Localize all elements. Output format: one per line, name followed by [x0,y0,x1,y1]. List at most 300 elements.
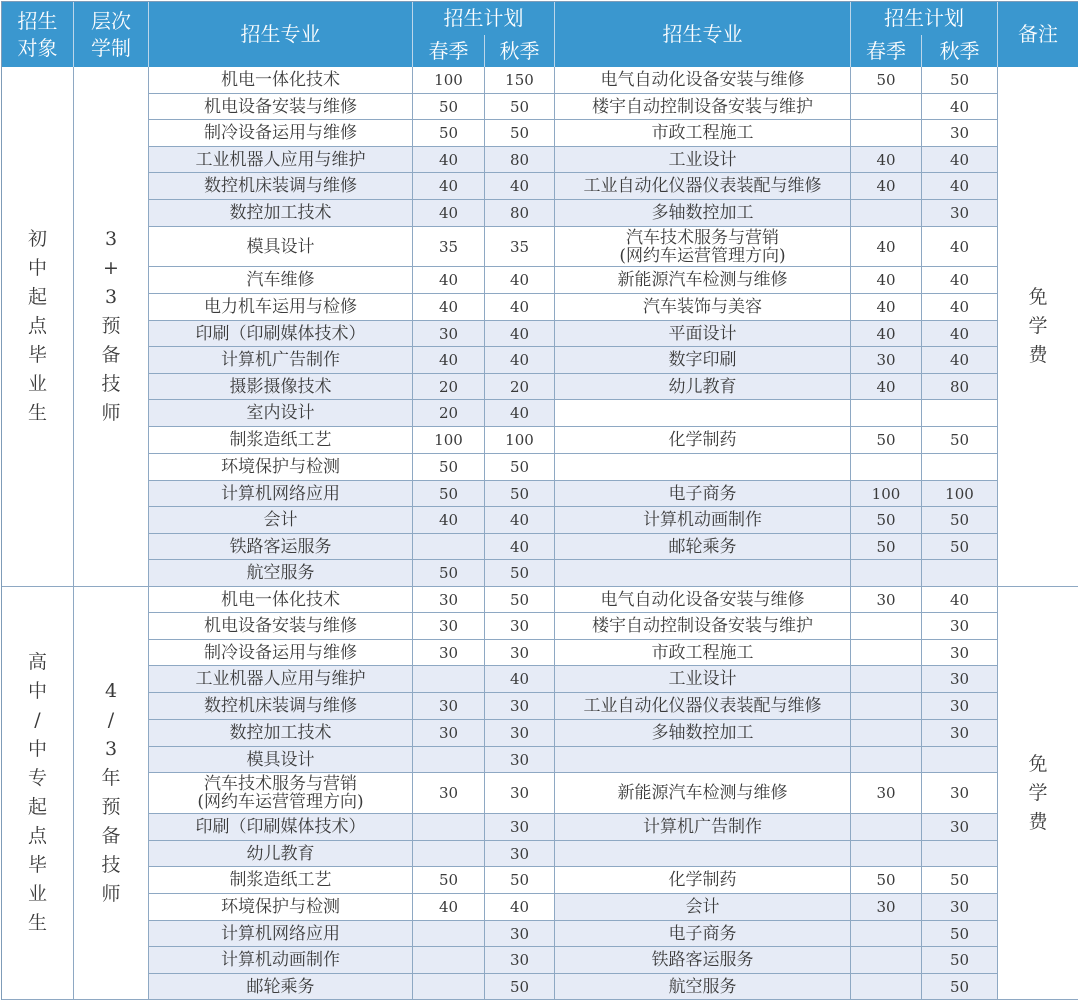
major-name-right [555,814,851,841]
header-target [2,2,74,67]
header-target-line2: 对象 [17,35,58,60]
header-major-left: 招生专业 [149,2,413,67]
major-name-text: 铁路客运服务 [651,950,754,970]
level-char: / [107,709,115,731]
autumn-quota-right: 40 [922,173,998,200]
spring-quota-left: 50 [413,481,485,507]
autumn-quota-left: 40 [485,507,555,534]
spring-quota-left: 40 [413,294,485,321]
major-name-left [149,294,413,321]
spring-quota-right: 40 [851,147,922,173]
major-name-left [149,454,413,481]
major-name-text: 计算机动画制作 [221,950,340,970]
major-name-left [149,427,413,454]
spring-quota-left: 40 [413,173,485,200]
autumn-quota-left: 50 [485,481,555,507]
spring-quota-right: 30 [851,347,922,374]
spring-quota-left: 100 [413,67,485,94]
spring-quota-right: 30 [851,587,922,613]
major-name-left [149,374,413,400]
spring-quota-right: 50 [851,67,922,94]
major-name-right [555,321,851,347]
major-name-right [555,921,851,947]
spring-quota-left: 20 [413,374,485,400]
target-char: 中 [27,738,47,760]
autumn-quota-right: 80 [922,374,998,400]
level-char: 备 [101,344,121,366]
target-char: 高 [27,651,47,673]
autumn-quota-left: 40 [485,534,555,560]
target-char: 生 [27,402,47,424]
autumn-quota-left: 50 [485,120,555,147]
target-char: 毕 [27,344,47,366]
major-name-left [149,773,413,814]
spring-quota-right: 40 [851,374,922,400]
major-name-text: 摄影摄像技术 [229,376,332,397]
autumn-quota-right: 30 [922,613,998,640]
major-name-text: 楼宇自动控制设备安装与维护 [592,96,813,117]
autumn-quota-left: 35 [485,227,555,267]
autumn-quota-left: 40 [485,294,555,321]
major-name-left [149,507,413,534]
major-name-text: 航空服务 [246,563,315,583]
major-name-right [555,454,851,481]
major-name-text: 幼儿教育 [246,843,315,864]
spring-quota-left: 40 [413,147,485,173]
spring-quota-left: 35 [413,227,485,267]
autumn-quota-left: 150 [485,67,555,94]
spring-quota-left: 30 [413,587,485,613]
autumn-quota-right: 100 [922,481,998,507]
major-name-left [149,613,413,640]
level-char: 4 [104,680,118,702]
major-name-left [149,867,413,894]
header-spring-right: 春季 [851,35,922,67]
level-char: 预 [101,796,121,818]
major-name-left [149,560,413,587]
spring-quota-left: 100 [413,427,485,454]
target-char: 起 [27,286,47,308]
major-name-left [149,587,413,613]
major-name-left [149,720,413,747]
spring-quota-left [413,841,485,867]
major-name-text: 机电一体化技术 [221,70,340,90]
header-level-line2: 学制 [91,35,131,60]
major-name-right [555,693,851,720]
spring-quota-left [413,947,485,974]
autumn-quota-right: 50 [922,974,998,1000]
autumn-quota-right: 40 [922,227,998,267]
target-group-label [2,587,74,1000]
spring-quota-left: 50 [413,120,485,147]
major-name-text: 工业设计 [668,669,737,689]
major-name-right [555,374,851,400]
autumn-quota-right [922,400,998,427]
spring-quota-right [851,947,922,974]
major-name-text: 市政工程施工 [651,642,754,663]
major-name-right [555,200,851,227]
target-char: 点 [27,315,47,337]
major-name-text: 汽车技术服务与营销 [204,774,357,794]
major-name-text: 航空服务 [668,976,737,997]
autumn-quota-right: 30 [922,200,998,227]
autumn-quota-right: 50 [922,534,998,560]
major-name-left [149,173,413,200]
spring-quota-right [851,693,922,720]
major-name-left [149,921,413,947]
remark-char: 免 [1028,752,1048,775]
header-autumn-right: 秋季 [922,35,998,67]
major-name-text: 计算机网络应用 [221,483,340,504]
autumn-quota-right: 40 [922,587,998,613]
major-name-text: 环境保护与检测 [221,897,340,917]
major-name-subtext: (网约车运营管理方向) [619,245,786,266]
major-name-right [555,507,851,534]
major-name-text: 数控机床装调与维修 [204,176,357,196]
major-name-text: 工业机器人应用与维护 [195,669,366,689]
major-name-right [555,841,851,867]
major-name-right [555,481,851,507]
major-name-right [555,720,851,747]
spring-quota-right: 50 [851,427,922,454]
remark-tuition-free [998,587,1078,1000]
autumn-quota-left: 40 [485,267,555,294]
autumn-quota-left: 50 [485,867,555,894]
major-name-text: 计算机网络应用 [221,923,340,944]
spring-quota-right [851,120,922,147]
autumn-quota-left: 30 [485,841,555,867]
major-name-text: 会计 [263,510,298,530]
major-name-text: 铁路客运服务 [229,536,332,557]
major-name-text: 环境保护与检测 [221,457,340,477]
header-remark: 备注 [998,2,1078,67]
spring-quota-left [413,921,485,947]
header-plan-left: 招生计划 [413,2,555,35]
autumn-quota-right [922,560,998,587]
header-major-right: 招生专业 [555,2,851,67]
autumn-quota-left: 30 [485,693,555,720]
spring-quota-left: 50 [413,867,485,894]
major-name-right [555,294,851,321]
major-name-right [555,773,851,814]
autumn-quota-right: 40 [922,347,998,374]
spring-quota-left: 40 [413,200,485,227]
level-char: 技 [101,373,121,395]
major-name-text: 会计 [685,897,720,917]
major-name-text: 数字印刷 [668,350,737,370]
target-char: 初 [27,228,47,250]
spring-quota-left [413,747,485,773]
autumn-quota-right [922,841,998,867]
spring-quota-left [413,974,485,1000]
autumn-quota-left: 100 [485,427,555,454]
remark-char: 费 [1028,344,1048,366]
target-char: 业 [27,373,47,395]
major-name-text: 数控加工技术 [229,723,332,743]
major-name-right [555,94,851,120]
autumn-quota-right: 50 [922,507,998,534]
major-name-text: 新能源汽车检测与维修 [617,270,788,290]
major-name-text: 电子商务 [668,483,737,504]
spring-quota-right: 40 [851,294,922,321]
major-name-text: 计算机动画制作 [643,510,762,530]
major-name-text: 多轴数控加工 [651,203,754,223]
major-name-right [555,427,851,454]
major-name-text: 化学制药 [668,430,737,450]
autumn-quota-left: 50 [485,94,555,120]
major-name-text: 平面设计 [668,323,737,344]
major-name-text: 模具设计 [246,236,315,257]
spring-quota-left [413,534,485,560]
major-name-left [149,947,413,974]
autumn-quota-right: 40 [922,321,998,347]
major-name-text: 机电一体化技术 [221,589,340,610]
spring-quota-right: 40 [851,321,922,347]
major-name-text: 新能源汽车检测与维修 [617,783,788,803]
spring-quota-right [851,454,922,481]
autumn-quota-right: 30 [922,894,998,921]
major-name-left [149,347,413,374]
autumn-quota-left: 80 [485,147,555,173]
level-char: 备 [101,825,121,847]
major-name-text: 工业机器人应用与维护 [195,149,366,170]
autumn-quota-right: 30 [922,120,998,147]
autumn-quota-left: 40 [485,321,555,347]
header-level-line1: 层次 [91,8,131,33]
spring-quota-left: 30 [413,640,485,666]
major-name-left [149,400,413,427]
major-name-text: 市政工程施工 [651,123,754,143]
autumn-quota-left: 50 [485,454,555,481]
autumn-quota-right: 30 [922,666,998,693]
spring-quota-left: 50 [413,454,485,481]
spring-quota-right: 40 [851,173,922,200]
spring-quota-right [851,666,922,693]
spring-quota-right [851,921,922,947]
autumn-quota-left: 30 [485,773,555,814]
major-name-text: 计算机广告制作 [221,350,340,370]
target-char: 生 [27,912,47,934]
autumn-quota-left: 80 [485,200,555,227]
autumn-quota-right: 50 [922,427,998,454]
major-name-left [149,894,413,921]
spring-quota-left: 50 [413,560,485,587]
autumn-quota-left: 50 [485,974,555,1000]
autumn-quota-left: 40 [485,894,555,921]
major-name-subtext: (网约车运营管理方向) [197,792,364,812]
major-name-left [149,841,413,867]
major-name-right [555,587,851,613]
header-spring-left: 春季 [413,35,485,67]
spring-quota-right [851,200,922,227]
remark-char: 学 [1028,781,1048,804]
major-name-text: 印刷（印刷媒体技术） [195,817,366,837]
level-char: 3 [104,286,118,308]
spring-quota-right [851,640,922,666]
spring-quota-right: 30 [851,773,922,814]
spring-quota-left: 40 [413,347,485,374]
major-name-text: 机电设备安装与维修 [204,616,357,636]
major-name-text: 汽车装饰与美容 [643,297,762,317]
target-char: 中 [27,680,47,702]
level-char: 师 [101,402,121,424]
major-name-text: 制冷设备运用与维修 [204,123,357,143]
header-target-line1: 招生 [17,8,58,33]
spring-quota-left: 30 [413,720,485,747]
major-name-text: 工业设计 [668,149,737,170]
major-name-right [555,173,851,200]
autumn-quota-left: 30 [485,747,555,773]
spring-quota-right [851,747,922,773]
autumn-quota-right: 30 [922,693,998,720]
autumn-quota-left: 40 [485,347,555,374]
major-name-left [149,747,413,773]
level-char: 技 [101,854,121,876]
autumn-quota-left: 40 [485,666,555,693]
spring-quota-right [851,814,922,841]
major-name-right [555,147,851,173]
major-name-right [555,947,851,974]
major-name-text: 机电设备安装与维修 [204,96,357,117]
major-name-text: 数控机床装调与维修 [204,696,357,716]
spring-quota-right [851,974,922,1000]
spring-quota-right [851,841,922,867]
remark-char: 学 [1028,315,1048,337]
major-name-text: 化学制药 [668,870,737,890]
autumn-quota-right: 30 [922,814,998,841]
level-char: + [103,257,119,279]
target-char: / [34,709,41,731]
autumn-quota-left: 30 [485,814,555,841]
autumn-quota-right: 40 [922,294,998,321]
major-name-text: 模具设计 [246,749,315,770]
autumn-quota-left: 30 [485,921,555,947]
major-name-text: 计算机广告制作 [643,817,762,837]
level-char: 师 [101,883,121,905]
level-char: 年 [101,767,121,789]
target-group-label [2,67,74,587]
spring-quota-left: 40 [413,507,485,534]
autumn-quota-right: 50 [922,867,998,894]
autumn-quota-left: 40 [485,173,555,200]
spring-quota-left: 30 [413,773,485,814]
major-name-text: 制浆造纸工艺 [229,430,332,450]
autumn-quota-left: 40 [485,400,555,427]
spring-quota-right: 50 [851,867,922,894]
autumn-quota-right: 30 [922,773,998,814]
major-name-right [555,747,851,773]
autumn-quota-right [922,747,998,773]
autumn-quota-left: 30 [485,947,555,974]
major-name-left [149,693,413,720]
spring-quota-left [413,814,485,841]
spring-quota-right [851,613,922,640]
major-name-text: 工业自动化仪器仪表装配与维修 [583,176,822,196]
spring-quota-left: 40 [413,267,485,294]
major-name-right [555,120,851,147]
target-char: 专 [27,767,47,789]
major-name-right [555,67,851,94]
spring-quota-right: 100 [851,481,922,507]
spring-quota-left: 20 [413,400,485,427]
header-level [74,2,149,67]
autumn-quota-right: 40 [922,94,998,120]
spring-quota-right [851,400,922,427]
remark-tuition-free [998,67,1078,587]
major-name-right [555,974,851,1000]
target-char: 中 [27,257,47,279]
major-name-text: 电气自动化设备安装与维修 [600,70,805,90]
major-name-left [149,120,413,147]
autumn-quota-right: 30 [922,640,998,666]
header-autumn-left: 秋季 [485,35,555,67]
major-name-left [149,481,413,507]
major-name-right [555,267,851,294]
spring-quota-left [413,666,485,693]
enrollment-plan-table [1,1,1078,1000]
spring-quota-left: 30 [413,321,485,347]
major-name-left [149,321,413,347]
major-name-right [555,666,851,693]
major-name-text: 邮轮乘务 [668,536,737,557]
spring-quota-left: 30 [413,613,485,640]
major-name-text: 数控加工技术 [229,203,332,223]
spring-quota-right [851,94,922,120]
major-name-right [555,227,851,267]
level-char: 3 [104,738,118,760]
major-name-text: 制浆造纸工艺 [229,870,332,890]
major-name-left [149,67,413,94]
major-name-text: 楼宇自动控制设备安装与维护 [592,616,813,636]
autumn-quota-right [922,454,998,481]
level-char: 3 [104,228,118,250]
major-name-right [555,560,851,587]
autumn-quota-right: 30 [922,720,998,747]
program-level-label [74,587,149,1000]
major-name-left [149,200,413,227]
remark-char: 费 [1028,810,1048,833]
autumn-quota-left: 30 [485,640,555,666]
autumn-quota-right: 50 [922,67,998,94]
spring-quota-right: 50 [851,507,922,534]
header-plan-right: 招生计划 [851,2,998,35]
autumn-quota-left: 50 [485,587,555,613]
autumn-quota-right: 40 [922,267,998,294]
major-name-left [149,94,413,120]
major-name-text: 汽车技术服务与营销 [626,227,779,248]
major-name-right [555,867,851,894]
major-name-left [149,640,413,666]
major-name-text: 电子商务 [668,923,737,944]
autumn-quota-left: 30 [485,613,555,640]
target-char: 起 [27,796,47,818]
target-char: 毕 [27,854,47,876]
major-name-text: 电力机车运用与检修 [204,297,357,317]
spring-quota-right: 50 [851,534,922,560]
level-char: 预 [101,315,121,337]
autumn-quota-right: 50 [922,947,998,974]
major-name-text: 电气自动化设备安装与维修 [600,589,805,610]
major-name-text: 工业自动化仪器仪表装配与维修 [583,696,822,716]
spring-quota-left: 40 [413,894,485,921]
autumn-quota-left: 30 [485,720,555,747]
major-name-right [555,347,851,374]
major-name-right [555,894,851,921]
autumn-quota-right: 40 [922,147,998,173]
autumn-quota-right: 50 [922,921,998,947]
major-name-text: 多轴数控加工 [651,723,754,743]
program-level-label [74,67,149,587]
